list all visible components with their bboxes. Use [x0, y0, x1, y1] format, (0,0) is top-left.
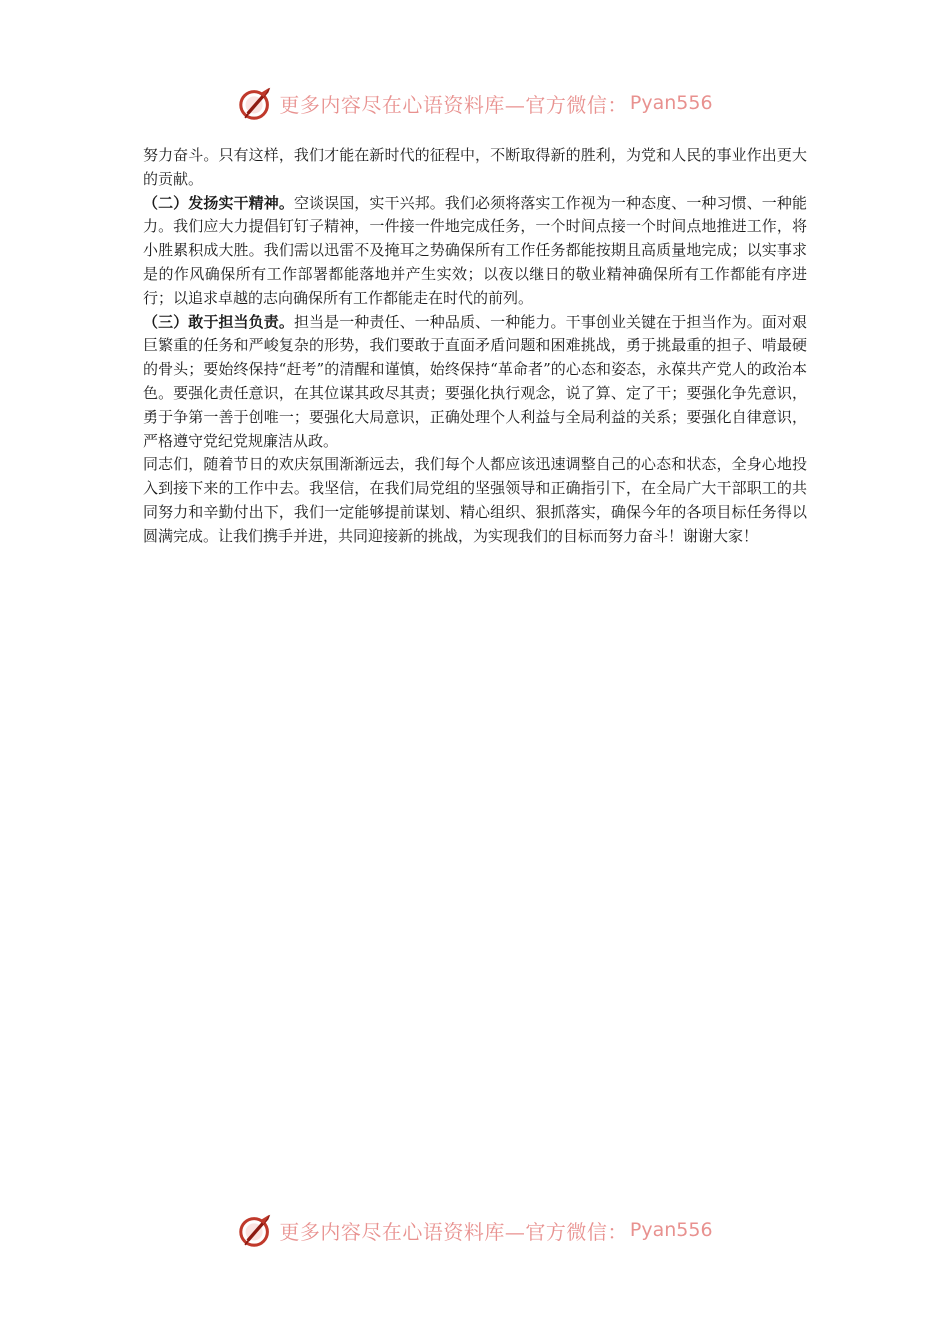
header-banner-wechat-id: Pyan556 [629, 92, 713, 114]
paragraph-section-2 [143, 192, 807, 311]
footer-banner [0, 1210, 950, 1250]
section-2-heading: （二）发扬实干精神。 [143, 193, 294, 212]
feather-pen-logo-icon [237, 1211, 275, 1249]
footer-banner-wechat-id: Pyan556 [629, 1219, 713, 1241]
document-body [143, 144, 807, 549]
section-3-text: 担当是一种责任、一种品质、一种能力。干事创业关键在于担当作为。面对艰巨繁重的任务和严峻复杂的形势，我们要敢于直面矛盾问题和困难挑战，勇于挑最重的担子、啃最硬的骨头；要始终保持“赶考”的清醒和谨慎，始终保持“革命者”的心态和姿态，永葆共产党人的政治本色。要强化责任意识，在其位谋其政尽其责；要强化执行观念，说了算、定了干；要强化争先意识，勇于争第一善于创唯一；要强化大局意识，正确处理个人利益与全局利益的关系；要强化自律意识，严格遵守党纪党规廉洁从政。 [143, 312, 807, 450]
section-3-heading: （三）敢于担当负责。 [143, 312, 294, 331]
header-banner-text: 更多内容尽在心语资料库—官方微信： [279, 92, 628, 117]
section-2-text: 空谈误国，实干兴邦。我们必须将落实工作视为一种态度、一种习惯、一种能力。我们应大力提倡钉钉子精神，一件接一件地完成任务，一个时间点接一个时间点地推进工作，将小胜累积成大胜。我们需以迅雷不及掩耳之势确保所有工作任务都能按期且高质量地完成；以实事求是的作风确保所有工作部署都能落地并产生实效；以夜以继日的敬业精神确保所有工作都能有序进行；以追求卓越的志向确保所有工作都能走在时代的前列。 [143, 193, 807, 307]
paragraph-continuation: 努力奋斗。只有这样，我们才能在新时代的征程中，不断取得新的胜利，为党和人民的事业作出更大的贡献。 [143, 146, 807, 188]
paragraph-section-3 [143, 311, 807, 454]
paragraph-closing: 同志们，随着节日的欢庆氛围渐渐远去，我们每个人都应该迅速调整自己的心态和状态，全身心地投入到接下来的工作中去。我坚信，在我们局党组的坚强领导和正确指引下，在全局广大干部职工的共同努力和辛勤付出下，我们一定能够提前谋划、精心组织、狠抓落实，确保今年的各项目标任务得以圆满完成。让我们携手并进，共同迎接新的挑战，为实现我们的目标而努力奋斗！谢谢大家！ [143, 455, 807, 545]
header-banner [0, 83, 950, 123]
footer-banner-text: 更多内容尽在心语资料库—官方微信： [279, 1219, 628, 1244]
feather-pen-logo-icon [237, 84, 275, 122]
